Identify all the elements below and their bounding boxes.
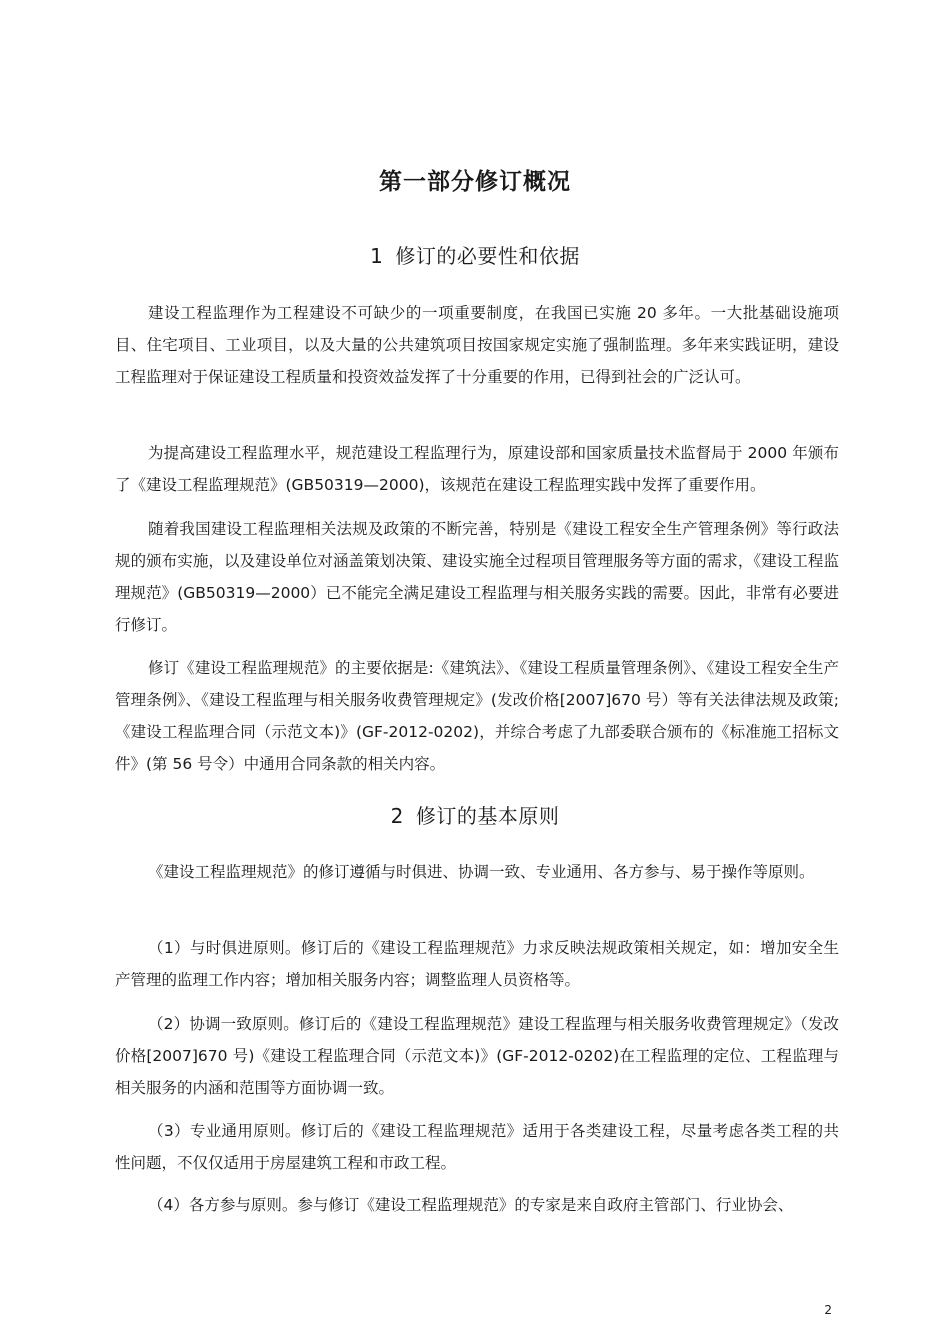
section-title: 修订的必要性和依据: [395, 244, 580, 268]
paragraph: （2）协调一致原则。修订后的《建设工程监理规范》建设工程监理与相关服务收费管理规定》（发改价格[2007]670 号)《建设工程监理合同（示范文本)》(GF-2012-0202)在工程监理的定位、工程监理与相关服务的内涵和范围等方面协调一致。: [115, 1015, 839, 1097]
paragraph: （4）各方参与原则。参与修订《建设工程监理规范》的专家是来自政府主管部门、行业协会、: [148, 1196, 794, 1214]
paragraph: （1）与时俱进原则。修订后的《建设工程监理规范》力求反映法规政策相关规定，如：增加安全生产管理的监理工作内容；增加相关服务内容；调整监理人员资格等。: [115, 939, 839, 989]
paragraph: 《建设工程监理规范》的修订遵循与时俱进、协调一致、专业通用、各方参与、易于操作等原则。: [148, 863, 815, 881]
paragraph: 为提高建设工程监理水平，规范建设工程监理行为，原建设部和国家质量技术监督局于 2000 年颁布了《建设工程监理规范》(GB50319—2000)，该规范在建设工程监理实践中发挥了重要作用。: [115, 444, 839, 494]
section-heading-2: [0, 800, 950, 829]
paragraph: 修订《建设工程监理规范》的主要依据是:《建筑法》、《建设工程质量管理条例》、《建设工程安全生产管理条例》、《建设工程监理与相关服务收费管理规定》(发改价格[2007]670 号）等有关法律法规及政策;《建设工程监理合同（示范文本)》(GF-2012-0202)，并综合考虑了九部委联合颁布的《标准施工招标文件》(第 56 号令）中通用合同条款的相关内容。: [115, 659, 839, 773]
paragraph: （3）专业通用原则。修订后的《建设工程监理规范》适用于各类建设工程，尽量考虑各类工程的共性问题，不仅仅适用于房屋建筑工程和市政工程。: [115, 1122, 839, 1172]
section-number: 2: [390, 804, 404, 828]
section-title: 修订的基本原则: [415, 804, 560, 828]
page-title: 第一部分修订概况: [379, 169, 571, 195]
section-heading-1: [0, 240, 950, 269]
section-number: 1: [370, 244, 384, 268]
paragraph: 建设工程监理作为工程建设不可缺少的一项重要制度，在我国已实施 20 多年。一大批基础设施项目、住宅项目、工业项目，以及大量的公共建筑项目按国家规定实施了强制监理。多年来实践证明，建设工程监理对于保证建设工程质量和投资效益发挥了十分重要的作用，已得到社会的广泛认可。: [115, 304, 839, 386]
paragraph: 随着我国建设工程监理相关法规及政策的不断完善，特别是《建设工程安全生产管理条例》等行政法规的颁布实施，以及建设单位对涵盖策划决策、建设实施全过程项目管理服务等方面的需求，《建设工程监理规范》(GB50319—2000）已不能完全满足建设工程监理与相关服务实践的需要。因此，非常有必要进行修订。: [115, 520, 839, 634]
page-number: 2: [824, 1303, 832, 1317]
